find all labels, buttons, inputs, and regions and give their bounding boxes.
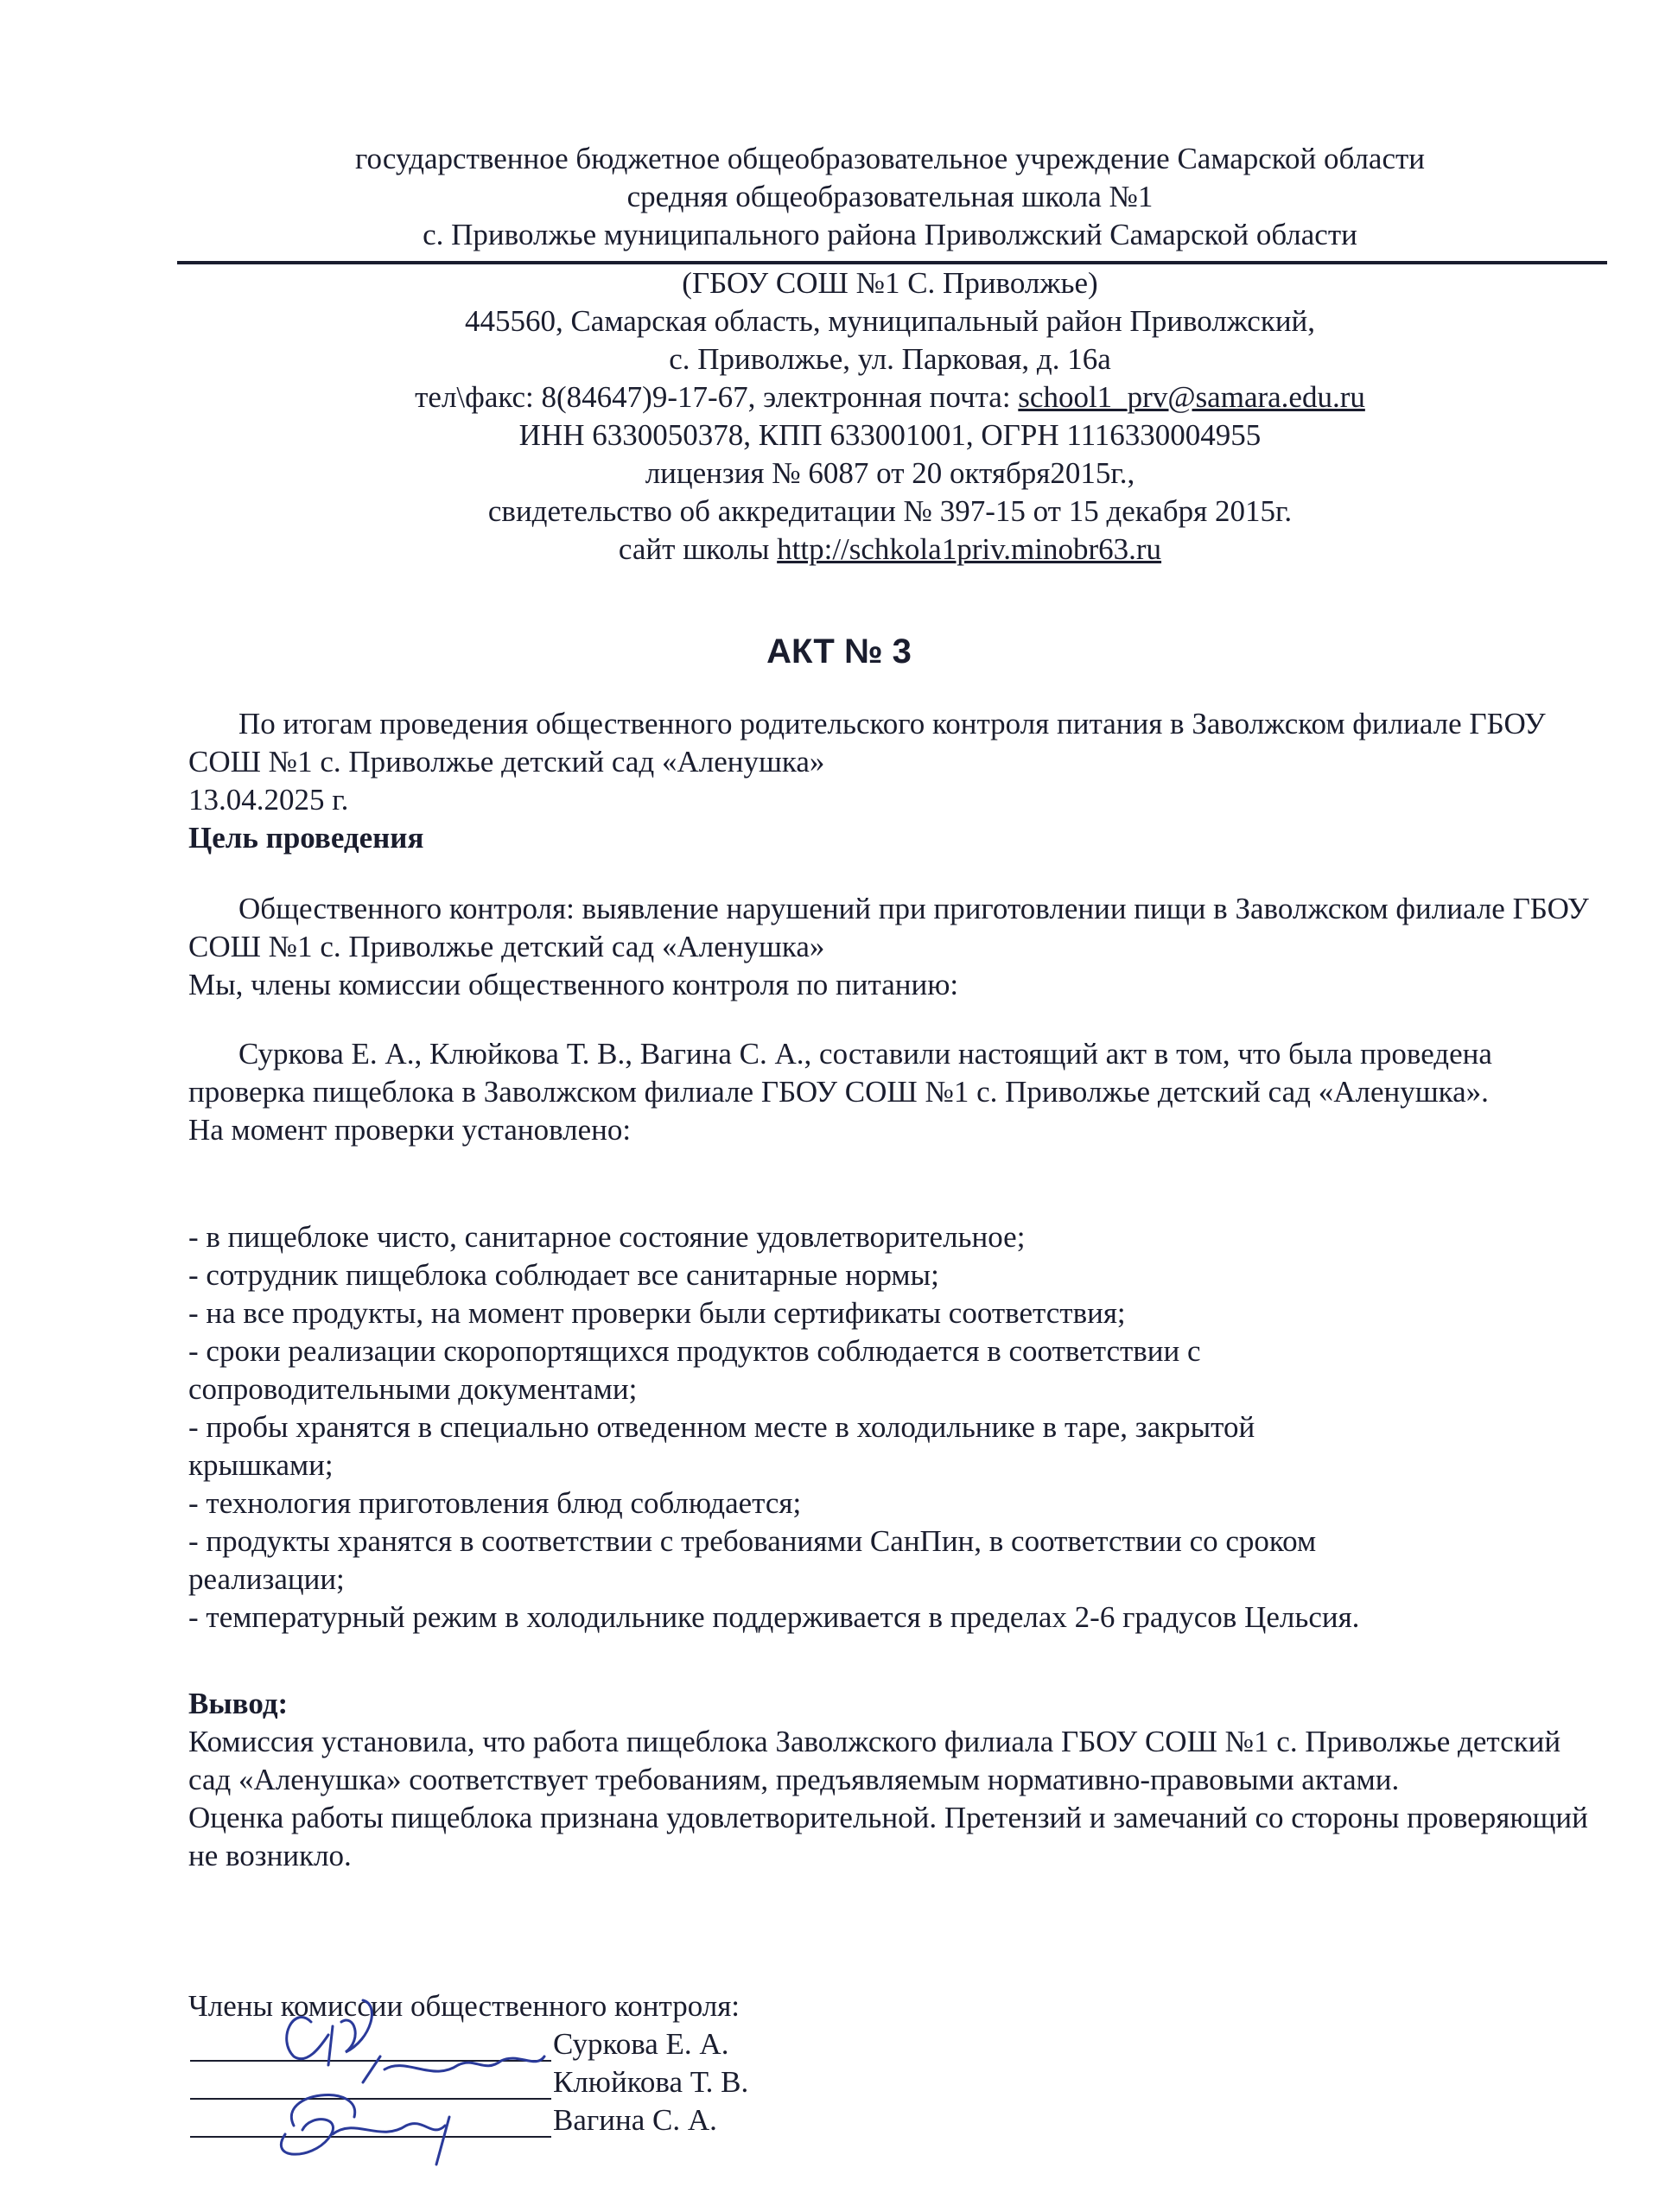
signature-stroke <box>281 2117 449 2164</box>
findings-list <box>188 1218 1571 1637</box>
finding-item: - сроки реализации скоропортящихся продуктов соблюдается в соответствии с сопроводительными документами; <box>188 1334 1201 1406</box>
signatory-name: Вагина С. А. <box>553 2103 717 2137</box>
statement-paragraph: Суркова Е. А., Клюйкова Т. В., Вагина С. А., составили настоящий акт в том, что была проведена проверка пищеблока в Заволжском филиале ГБОУ СОШ №1 с. Приволжье детский сад «Аленушка». <box>188 1037 1492 1109</box>
website-label: сайт школы <box>618 532 778 566</box>
website-line <box>173 531 1607 569</box>
signature-stroke <box>363 2056 544 2082</box>
email-link[interactable]: school1_prv@samara.edu.ru <box>1018 380 1365 414</box>
accreditation-line: свидетельство об аккредитации № 397-15 от 15 декабря 2015г. <box>487 494 1293 528</box>
district-name: с. Приволжье муниципального района Приволжский Самарской области <box>423 218 1357 251</box>
goal-block <box>188 890 1597 1004</box>
intro-paragraph: По итогам проведения общественного родительского контроля питания в Заволжском филиале ГБОУ СОШ №1 с. Приволжье детский сад «Аленушка» <box>188 707 1546 779</box>
finding-item: - технология приготовления блюд соблюдается; <box>188 1486 802 1520</box>
address-line-1: 445560, Самарская область, муниципальный район Приволжский, <box>464 304 1316 338</box>
finding-item: - сотрудник пищеблока соблюдает все санитарные нормы; <box>188 1258 939 1292</box>
org-full-name: государственное бюджетное общеобразовательное учреждение Самарской области <box>354 142 1426 175</box>
short-name: (ГБОУ СОШ №1 С. Приволжье) <box>682 266 1098 300</box>
document-title: АКТ № 3 <box>766 632 912 671</box>
finding-item: - в пищеблоке чисто, санитарное состояние удовлетворительное; <box>188 1220 1026 1254</box>
letterhead-top <box>173 140 1607 254</box>
finding-item: - температурный режим в холодильнике поддерживается в пределах 2-6 градусов Цельсия. <box>188 1600 1360 1634</box>
signature-stroke <box>287 2000 372 2065</box>
conclusion-block <box>188 1685 1597 1875</box>
statement-block <box>188 1035 1597 1149</box>
contact-line <box>173 378 1607 416</box>
established-line: На момент проверки установлено: <box>188 1113 632 1147</box>
signature-stroke <box>291 2095 354 2126</box>
act-date: 13.04.2025 г. <box>188 783 349 817</box>
license-line: лицензия № 6087 от 20 октября2015г., <box>645 456 1135 490</box>
school-name: средняя общеобразовательная школа №1 <box>626 180 1154 213</box>
conclusion-heading: Вывод: <box>188 1687 289 1720</box>
signatory-name: Клюйкова Т. В. <box>553 2065 749 2099</box>
phone-text: тел\факс: 8(84647)9-17-67, электронная почта: <box>415 380 1019 414</box>
finding-item: - на все продукты, на момент проверки были сертификаты соответствия; <box>188 1296 1126 1330</box>
letterhead-bottom <box>173 264 1607 569</box>
finding-item: - пробы хранятся в специально отведенном месте в холодильнике в таре, закрытой крышками; <box>188 1410 1255 1482</box>
goal-paragraph: Общественного контроля: выявление нарушений при приготовлении пищи в Заволжском филиале ГБОУ СОШ №1 с. Приволжье детский сад «Аленушка» <box>188 892 1589 963</box>
handwritten-signatures <box>259 1987 588 2169</box>
members-intro: Мы, члены комиссии общественного контроля по питанию: <box>188 968 959 1001</box>
signatures-heading: Члены комиссии общественного контроля: <box>188 1989 740 2023</box>
conclusion-paragraph: Комиссия установила, что работа пищеблока Заволжского филиала ГБОУ СОШ №1 с. Приволжье детский сад «Аленушка» соответствует требованиям, предъявляемым нормативно-правовыми актами. <box>188 1725 1561 1796</box>
website-link[interactable]: http://schkola1priv.minobr63.ru <box>777 532 1162 566</box>
finding-item: - продукты хранятся в соответствии с требованиями СанПин, в соответствии со сроком реализации; <box>188 1524 1317 1596</box>
signatory-name: Суркова Е. А. <box>553 2027 729 2061</box>
address-line-2: с. Приволжье, ул. Парковая, д. 16а <box>669 342 1111 376</box>
assessment-paragraph: Оценка работы пищеблока признана удовлетворительной. Претензий и замечаний со стороны проверяющий не возникло. <box>188 1801 1588 1872</box>
goal-heading: Цель проведения <box>188 821 424 855</box>
registration-numbers: ИНН 6330050378, КПП 633001001, ОГРН 1116330004955 <box>518 418 1262 452</box>
intro-block <box>188 705 1597 857</box>
